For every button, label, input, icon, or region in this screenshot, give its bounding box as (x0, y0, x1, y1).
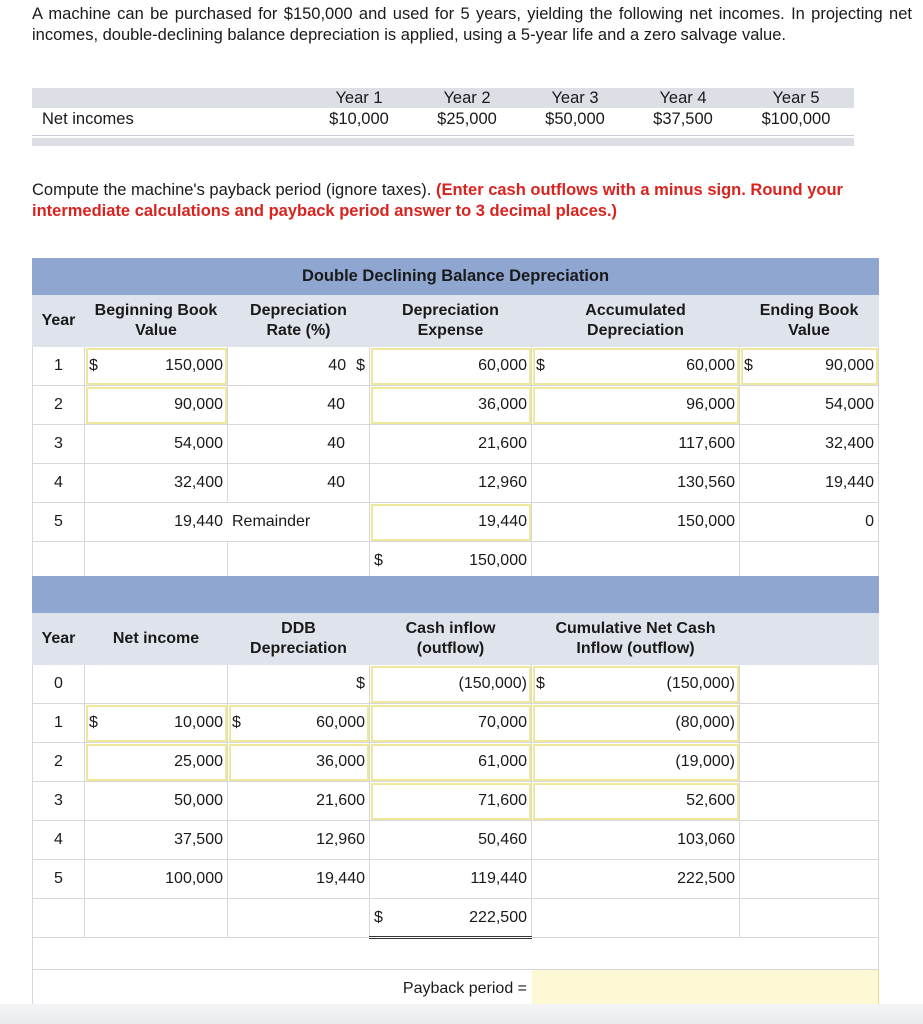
ddb-row (33, 464, 879, 503)
net-incomes-label: Net incomes (42, 110, 134, 128)
payback-row (33, 970, 879, 1009)
empty-cell (740, 665, 879, 704)
ddb-value: 60,000 (316, 714, 365, 731)
page-bottom-band (0, 1004, 923, 1024)
expense-input[interactable]: 19,440 (370, 503, 532, 542)
ending-cell: 0 (740, 503, 879, 542)
year-cell: 5 (33, 860, 85, 899)
net-income-cell: 50,000 (85, 782, 228, 821)
currency-symbol: $ (356, 675, 365, 692)
cash-total-row (33, 899, 879, 938)
net-income-cell: 100,000 (85, 860, 228, 899)
cumulative-input[interactable]: (80,000) (532, 704, 740, 743)
net-income-value: 10,000 (174, 714, 223, 731)
currency-symbol: $ (744, 357, 753, 374)
header-depreciation-expense: Depreciation Expense (370, 295, 532, 347)
header-net-income: Net income (85, 613, 228, 665)
cash-flow-title-band (33, 577, 879, 613)
beginning-input[interactable] (85, 347, 228, 386)
rate-cell: Remainder (228, 503, 370, 542)
year-value: $50,000 (545, 110, 605, 128)
header-depreciation-rate: Depreciation Rate (%) (228, 295, 370, 347)
rate-cell (228, 464, 370, 503)
expense-input[interactable]: 60,000 (370, 347, 532, 386)
year-cell: 1 (33, 704, 85, 743)
year-label: Year 1 (335, 89, 383, 107)
net-income-input[interactable] (85, 704, 228, 743)
net-income-year-4 (633, 88, 733, 130)
net-incomes-footer-band (32, 138, 854, 146)
net-income-year-3 (525, 88, 625, 130)
cumulative-cell: 222,500 (532, 860, 740, 899)
currency-symbol: $ (374, 551, 383, 569)
accumulated-input[interactable]: 96,000 (532, 386, 740, 425)
cash-row (33, 782, 879, 821)
header-year: Year (33, 295, 85, 347)
year-label: Year 2 (443, 89, 491, 107)
accumulated-value: 60,000 (686, 357, 735, 374)
net-income-year-5 (746, 88, 846, 130)
instruction-plain: Compute the machine's payback period (ignore taxes). (32, 181, 436, 199)
beginning-cell: 19,440 (85, 503, 228, 542)
total-expense-cell (370, 542, 532, 581)
net-income-year-1 (309, 88, 409, 130)
beginning-cell: 32,400 (85, 464, 228, 503)
header-year: Year (33, 613, 85, 665)
year-value: $100,000 (761, 110, 831, 128)
empty-cell (740, 860, 879, 899)
expense-cell: 12,960 (370, 464, 532, 503)
year-cell: 2 (33, 386, 85, 425)
rate-cell (228, 386, 370, 425)
rate-cell (228, 425, 370, 464)
net-income-cell (85, 665, 228, 704)
cumulative-input[interactable] (532, 665, 740, 704)
ddb-total-row (33, 542, 879, 581)
year-cell: 3 (33, 782, 85, 821)
empty-cell (33, 899, 85, 938)
ddb-cell: 19,440 (228, 860, 370, 899)
accumulated-input[interactable] (532, 347, 740, 386)
empty-cell (740, 899, 879, 938)
total-cash: 222,500 (469, 908, 527, 926)
expense-cell: 21,600 (370, 425, 532, 464)
currency-symbol: $ (374, 908, 383, 926)
year-label: Year 4 (659, 89, 707, 107)
beginning-cell: 54,000 (85, 425, 228, 464)
cash-row (33, 821, 879, 860)
currency-symbol: $ (536, 357, 545, 374)
cash-cell: 50,460 (370, 821, 532, 860)
empty-cell (740, 542, 879, 581)
header-beginning-book-value: Beginning Book Value (85, 295, 228, 347)
empty-cell (228, 899, 370, 938)
cash-row (33, 860, 879, 899)
year-cell: 1 (33, 347, 85, 386)
ending-input[interactable] (740, 347, 879, 386)
expense-input[interactable]: 36,000 (370, 386, 532, 425)
currency-symbol: $ (232, 714, 241, 731)
empty-cell (33, 938, 879, 970)
empty-cell (740, 704, 879, 743)
cash-input[interactable]: 70,000 (370, 704, 532, 743)
ending-cell: 19,440 (740, 464, 879, 503)
year-cell: 4 (33, 464, 85, 503)
cumulative-value: (150,000) (666, 675, 735, 692)
ddb-row (33, 347, 879, 386)
ddb-row (33, 386, 879, 425)
net-income-cell: 37,500 (85, 821, 228, 860)
cumulative-cell: 103,060 (532, 821, 740, 860)
total-cash-cell (370, 899, 532, 938)
ddb-row (33, 425, 879, 464)
rate-value: 40 (327, 396, 345, 413)
year-label: Year 5 (772, 89, 820, 107)
cash-row (33, 704, 879, 743)
cash-cell: 119,440 (370, 860, 532, 899)
ddb-input[interactable] (228, 704, 370, 743)
instruction-text (32, 180, 912, 222)
ddb-cell: 12,960 (228, 821, 370, 860)
year-cell: 3 (33, 425, 85, 464)
instruction-red: (Enter cash outflows with a minus sign. Round your intermediate calculations and payback period answer to 3 decimal places.) (32, 181, 843, 220)
year-value: $10,000 (329, 110, 389, 128)
year-value: $25,000 (437, 110, 497, 128)
ending-cell: 54,000 (740, 386, 879, 425)
cumulative-input[interactable]: (19,000) (532, 743, 740, 782)
empty-cell (740, 743, 879, 782)
empty-cell (532, 542, 740, 581)
year-label: Year 3 (551, 89, 599, 107)
rate-cell (228, 347, 370, 386)
cash-input[interactable]: 61,000 (370, 743, 532, 782)
payback-label: Payback period = (33, 970, 532, 1009)
rate-value: 40 (327, 435, 345, 452)
empty-header (740, 613, 879, 665)
year-cell: 5 (33, 503, 85, 542)
spacer-row (33, 938, 879, 970)
header-accumulated-depreciation: Accumulated Depreciation (532, 295, 740, 347)
year-cell: 0 (33, 665, 85, 704)
beginning-value: 150,000 (165, 357, 223, 374)
cash-row (33, 665, 879, 704)
cumulative-input[interactable]: 52,600 (532, 782, 740, 821)
net-incomes-table (32, 88, 854, 146)
net-income-year-2 (417, 88, 517, 130)
empty-cell (85, 542, 228, 581)
ddb-title: Double Declining Balance Depreciation (33, 259, 879, 295)
total-expense: 150,000 (469, 551, 527, 569)
beginning-input[interactable]: 90,000 (85, 386, 228, 425)
year-cell: 2 (33, 743, 85, 782)
ending-value: 90,000 (825, 357, 875, 374)
problem-text: A machine can be purchased for $150,000 and used for 5 years, yielding the following net incomes. In projecting net incomes, double-declining balance depreciation is applied, using a 5-year life and a zero salvage value. (32, 5, 912, 44)
empty-cell (33, 542, 85, 581)
currency-symbol: $ (89, 714, 98, 731)
rate-value: 40 (328, 357, 347, 374)
empty-cell (740, 821, 879, 860)
rate-value: 40 (327, 474, 345, 491)
empty-cell (740, 782, 879, 821)
accumulated-cell: 130,560 (532, 464, 740, 503)
header-cumulative: Cumulative Net Cash Inflow (outflow) (532, 613, 740, 665)
payback-period-input[interactable] (532, 970, 879, 1009)
cash-flow-table (32, 576, 879, 1009)
header-cash-inflow: Cash inflow (outflow) (370, 613, 532, 665)
empty-cell (532, 899, 740, 938)
cash-row (33, 743, 879, 782)
currency-symbol: $ (356, 357, 365, 374)
ddb-cell: 21,600 (228, 782, 370, 821)
ddb-table (32, 258, 879, 582)
cash-input[interactable]: 71,600 (370, 782, 532, 821)
ending-cell: 32,400 (740, 425, 879, 464)
currency-symbol: $ (89, 357, 98, 374)
currency-symbol: $ (536, 675, 545, 692)
year-cell: 4 (33, 821, 85, 860)
empty-cell (228, 542, 370, 581)
header-ending-book-value: Ending Book Value (740, 295, 879, 347)
net-income-input[interactable]: 25,000 (85, 743, 228, 782)
empty-cell (85, 899, 228, 938)
header-ddb-depreciation: DDB Depreciation (228, 613, 370, 665)
accumulated-cell: 117,600 (532, 425, 740, 464)
accumulated-cell: 150,000 (532, 503, 740, 542)
ddb-row (33, 503, 879, 542)
cash-input[interactable]: (150,000) (370, 665, 532, 704)
ddb-cell (228, 665, 370, 704)
year-value: $37,500 (653, 110, 713, 128)
ddb-input[interactable]: 36,000 (228, 743, 370, 782)
